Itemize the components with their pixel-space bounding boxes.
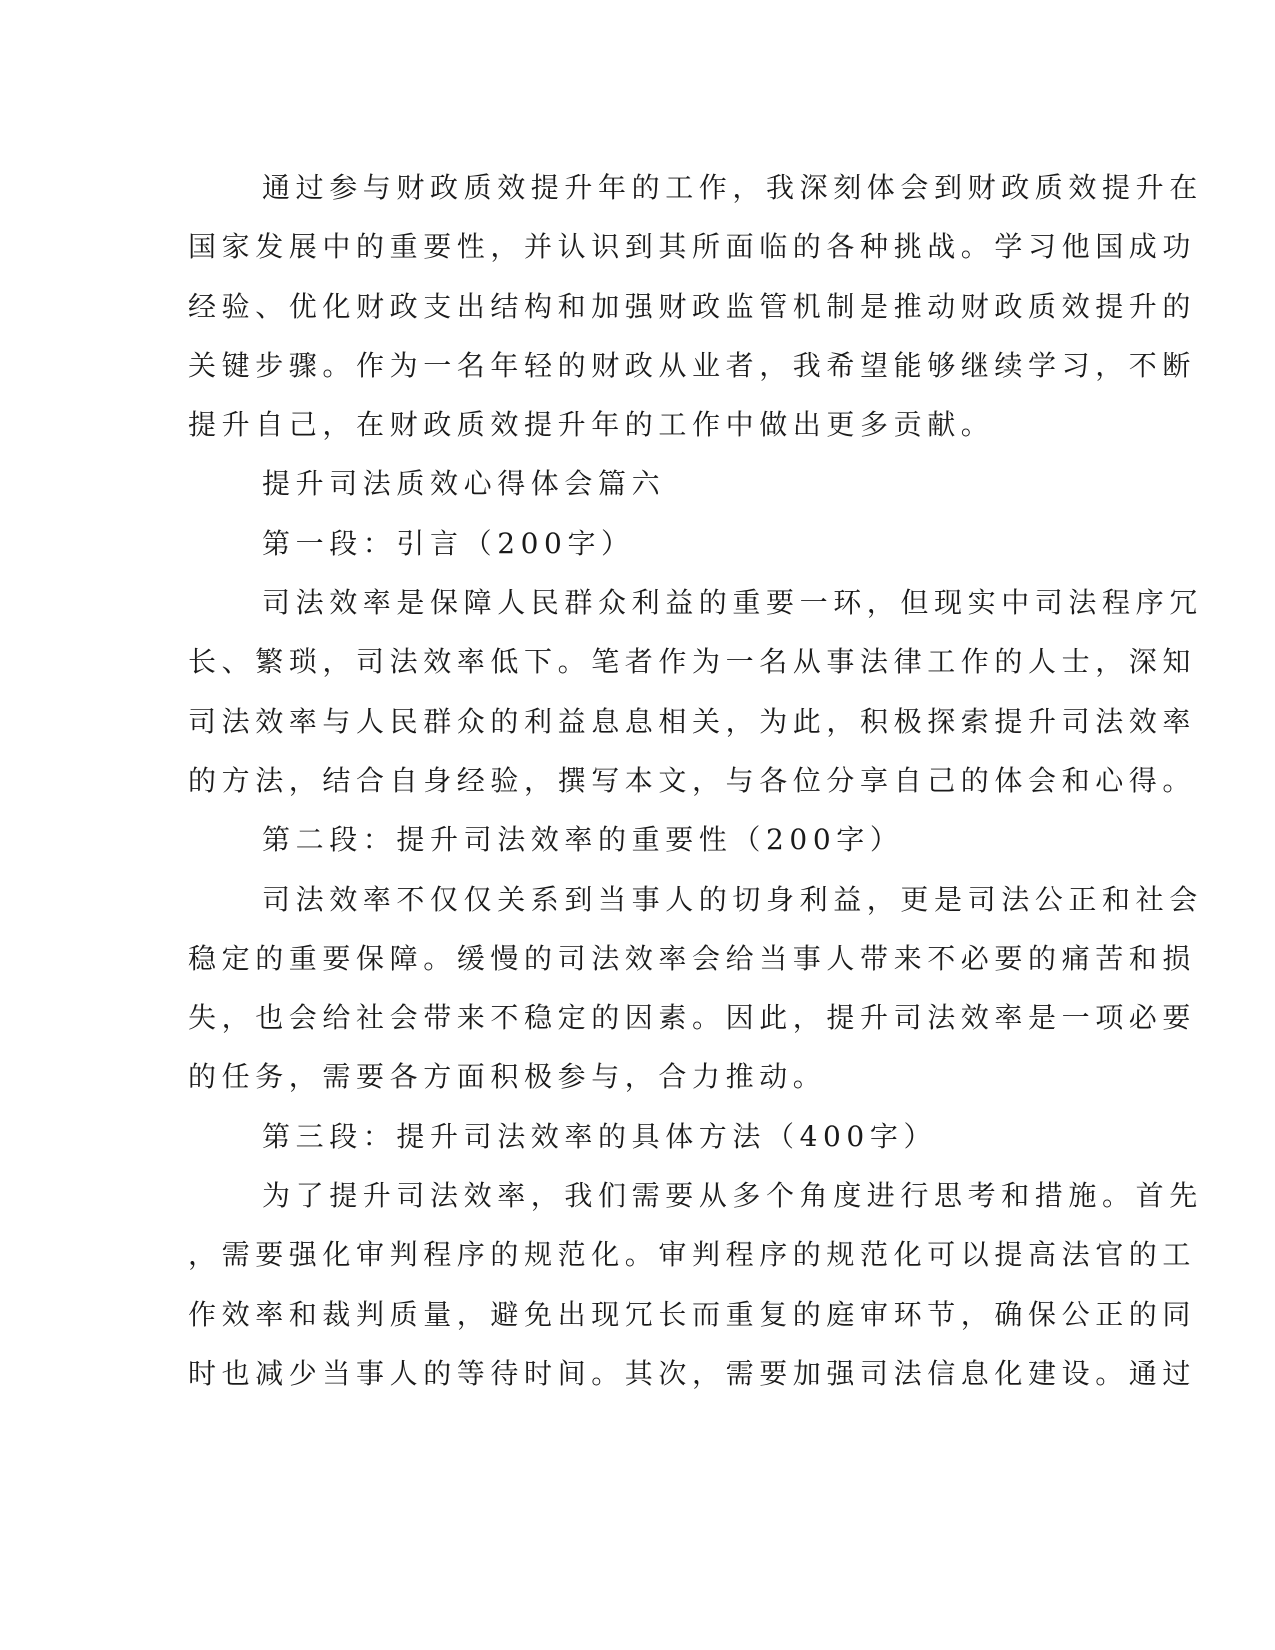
paragraph-line: 司法效率是保障人民群众利益的重要一环，但现实中司法程序冗 bbox=[262, 586, 1203, 620]
paragraph-line: 为了提升司法效率，我们需要从多个角度进行思考和措施。首先 bbox=[262, 1179, 1203, 1213]
paragraph-line: 长、繁琐，司法效率低下。笔者作为一名从事法律工作的人士，深知 bbox=[188, 645, 1197, 679]
paragraph-line: 的方法，结合自身经验，撰写本文，与各位分享自己的体会和心得。 bbox=[188, 763, 1197, 797]
section-heading: 第二段：提升司法效率的重要性（200字） bbox=[262, 823, 904, 857]
paragraph-line: 提升自己，在财政质效提升年的工作中做出更多贡献。 bbox=[188, 408, 995, 442]
section-heading: 第一段：引言（200字） bbox=[262, 526, 635, 560]
section-title: 提升司法质效心得体会篇六 bbox=[262, 467, 666, 501]
paragraph-line: 司法效率与人民群众的利益息息相关，为此，积极探索提升司法效率 bbox=[188, 704, 1197, 738]
paragraph-line: 国家发展中的重要性，并认识到其所面临的各种挑战。学习他国成功 bbox=[188, 230, 1197, 264]
document-body bbox=[188, 158, 1203, 1403]
paragraph-line: 作效率和裁判质量，避免出现冗长而重复的庭审环节，确保公正的同 bbox=[188, 1297, 1197, 1331]
paragraph-line: 时也减少当事人的等待时间。其次，需要加强司法信息化建设。通过 bbox=[188, 1356, 1197, 1390]
paragraph-line: 经验、优化财政支出结构和加强财政监管机制是推动财政质效提升的 bbox=[188, 289, 1197, 323]
paragraph-line: 关键步骤。作为一名年轻的财政从业者，我希望能够继续学习，不断 bbox=[188, 348, 1197, 382]
paragraph-line: 稳定的重要保障。缓慢的司法效率会给当事人带来不必要的痛苦和损 bbox=[188, 941, 1197, 975]
paragraph-line: ，需要强化审判程序的规范化。审判程序的规范化可以提高法官的工 bbox=[188, 1238, 1197, 1272]
paragraph-line: 的任务，需要各方面积极参与，合力推动。 bbox=[188, 1060, 827, 1094]
paragraph-line: 失，也会给社会带来不稳定的因素。因此，提升司法效率是一项必要 bbox=[188, 1001, 1197, 1035]
paragraph-line: 通过参与财政质效提升年的工作，我深刻体会到财政质效提升在 bbox=[262, 171, 1203, 204]
section-heading: 第三段：提升司法效率的具体方法（400字） bbox=[262, 1119, 938, 1153]
paragraph-line: 司法效率不仅仅关系到当事人的切身利益，更是司法公正和社会 bbox=[262, 882, 1203, 916]
